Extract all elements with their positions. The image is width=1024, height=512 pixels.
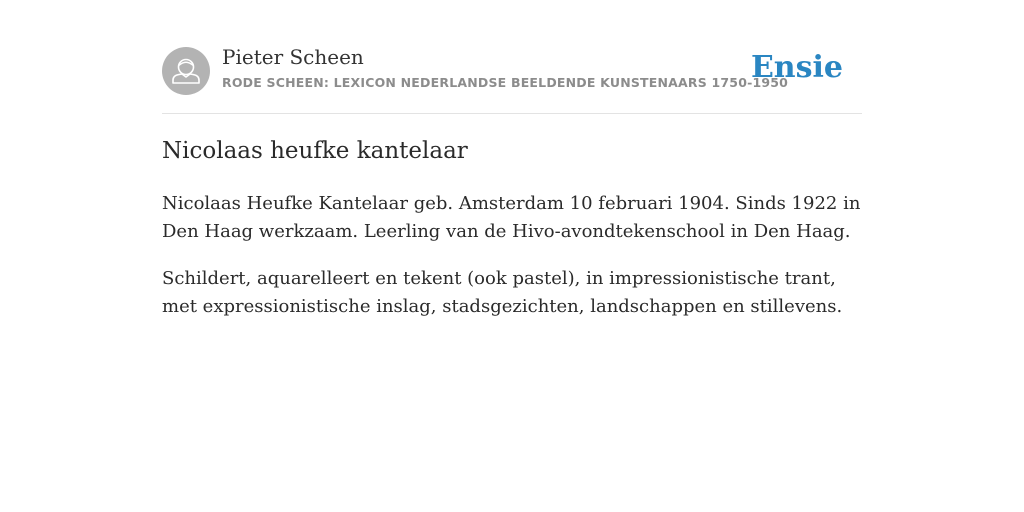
author-name[interactable]: Pieter Scheen [222,45,364,69]
user-silhouette-icon [162,47,210,95]
article-title: Nicolaas heufke kantelaar [162,138,468,164]
article-paragraph-1: Nicolaas Heufke Kantelaar geb. Amsterdam 10 februari 1904. Sinds 1922 in Den Haag werkzaam. Leerling van de Hivo-avondtekenschool in Den Haag. [162,193,861,242]
article-paragraph-2: Schildert, aquarelleert en tekent (ook pastel), in impressionistische trant, met expressionistische inslag, stadsgezichten, landschappen en stillevens. [162,268,843,317]
avatar[interactable] [162,47,210,95]
source-label[interactable]: RODE SCHEEN: LEXICON NEDERLANDSE BEELDENDE KUNSTENAARS 1750-1950 [222,75,789,90]
ensie-logo[interactable]: Ensie [750,50,843,85]
author-header [162,0,862,114]
page-container [162,0,862,317]
